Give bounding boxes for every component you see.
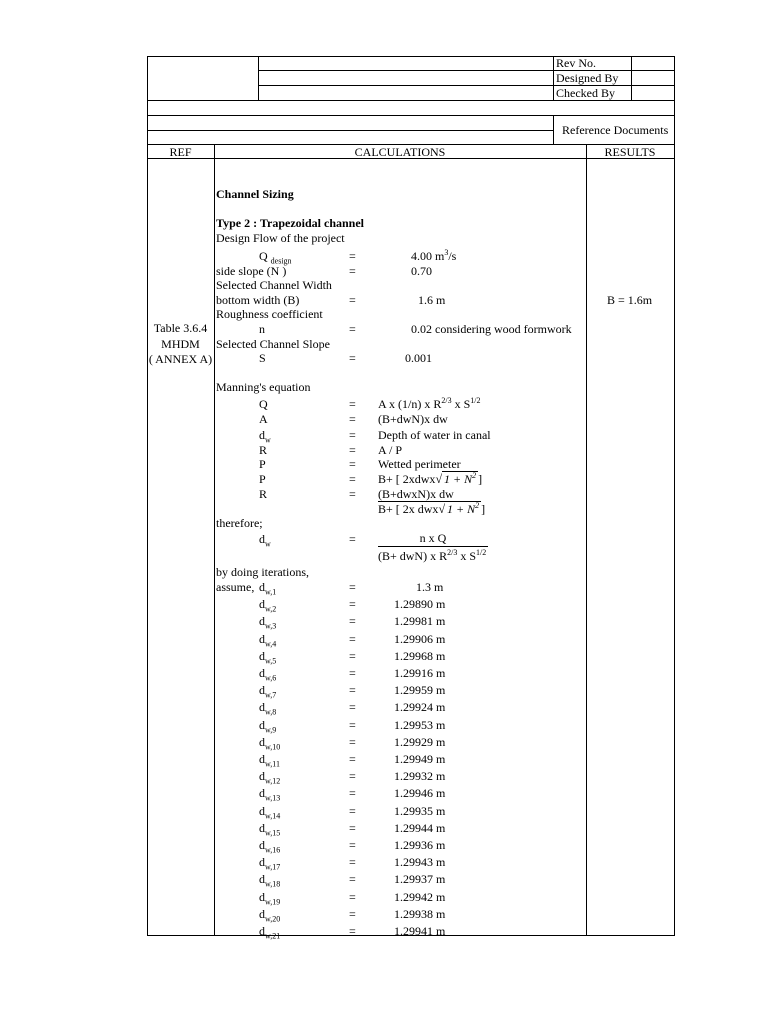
reference-documents-label: Reference Documents — [562, 123, 669, 137]
iteration-value: 1.29941 m — [394, 924, 446, 938]
eq-sign: = — [349, 614, 356, 628]
selected-slope-label: Selected Channel Slope — [216, 337, 330, 351]
n-symbol: n — [259, 322, 265, 336]
s-symbol: S — [259, 351, 266, 365]
iteration-symbol: $d_{w,7}$ — [259, 683, 277, 700]
eq-q-symbol: Q — [259, 397, 268, 411]
eq-sign: = — [349, 487, 356, 501]
iteration-value: 1.29937 m — [394, 872, 446, 886]
ref-mhdm: MHDM — [161, 337, 200, 351]
eq-sign: = — [349, 351, 356, 365]
iteration-symbol: $d_{w,21}$ — [259, 924, 281, 941]
eq-sign: = — [349, 532, 356, 546]
results-column-header: RESULTS — [604, 145, 656, 159]
iteration-symbol: $d_{w,3}$ — [259, 614, 277, 631]
border-right — [674, 56, 675, 936]
iteration-value: 1.29944 m — [394, 821, 446, 835]
ref-annex: ( ANNEX A) — [148, 352, 213, 366]
eq-p2-expression: B+ [ 2xdwx√ $1 + N^2$ ] — [378, 471, 483, 486]
eq-sign: = — [349, 264, 356, 278]
iteration-symbol: $d_{w,16}$ — [259, 838, 281, 855]
iteration-symbol: $d_{w,19}$ — [259, 890, 281, 907]
eq-q-expression: A x (1/n) x $R^{2/3}$ x $S^{1/2}$ — [378, 396, 481, 411]
eq-dw-expression: Depth of water in canal — [378, 428, 491, 442]
eq-sign: = — [349, 786, 356, 800]
iteration-symbol: $d_{w,18}$ — [259, 872, 281, 889]
eq-sign: = — [349, 666, 356, 680]
eq-sign: = — [349, 735, 356, 749]
border-left — [147, 56, 148, 936]
eq-sign: = — [349, 472, 356, 486]
eq-sign: = — [349, 872, 356, 886]
eq-sign: = — [349, 804, 356, 818]
ref-col-divider — [214, 144, 215, 936]
iteration-symbol: $d_{w,10}$ — [259, 735, 281, 752]
eq-sign: = — [349, 924, 356, 938]
ref-table-number: Table 3.6.4 — [153, 321, 208, 335]
eq-sign: = — [349, 838, 356, 852]
header-col-divider-3 — [631, 56, 632, 101]
eq-dw-numerator: n x Q — [419, 531, 447, 545]
q-design-value: 4.00 $m^3/s$ — [411, 248, 457, 263]
iteration-value: 1.29942 m — [394, 890, 446, 904]
iteration-value: 1.29981 m — [394, 614, 446, 628]
section-title: Channel Sizing — [216, 187, 294, 201]
manning-label: Manning's equation — [216, 380, 311, 394]
iteration-symbol: $d_{w,9}$ — [259, 718, 277, 735]
header-row-line-5 — [147, 130, 554, 131]
rev-no-label: Rev No. — [556, 56, 596, 70]
eq-sign: = — [349, 890, 356, 904]
header-col-divider-1 — [258, 56, 259, 101]
eq-a-expression: (B+dwN)x dw — [378, 412, 448, 426]
iteration-symbol: $d_{w,20}$ — [259, 907, 281, 924]
eq-r-symbol: R — [259, 443, 268, 457]
iteration-value: 1.29946 m — [394, 786, 446, 800]
eq-r2-denominator: B+ [ 2x dwx√ $1 + N^2$ ] — [378, 501, 486, 516]
header-row-line-4 — [147, 115, 675, 116]
results-col-divider — [586, 144, 587, 936]
iteration-value: 1.29943 m — [394, 855, 446, 869]
iteration-symbol: $d_{w,4}$ — [259, 632, 277, 649]
iteration-symbol: $d_{w,15}$ — [259, 821, 281, 838]
iteration-value: 1.29916 m — [394, 666, 446, 680]
bottom-width-label: bottom width (B) — [216, 293, 300, 307]
assume-label: assume, — [216, 580, 255, 594]
iteration-symbol: $d_{w,12}$ — [259, 769, 281, 786]
eq-p-expression: Wetted perimeter — [378, 457, 461, 471]
eq-sign: = — [349, 700, 356, 714]
eq-p-symbol: P — [259, 457, 266, 471]
eq-sign: = — [349, 322, 356, 336]
header-row-line-3 — [147, 100, 675, 101]
calculations-column-header: CALCULATIONS — [354, 145, 446, 159]
side-slope-label: side slope (N ) — [216, 264, 287, 278]
eq-r-expression: A / P — [378, 443, 403, 457]
eq-sign: = — [349, 597, 356, 611]
eq-p2-symbol: P — [259, 472, 266, 486]
iteration-value: 1.29959 m — [394, 683, 446, 697]
iteration-value: 1.29929 m — [394, 735, 446, 749]
iteration-value: 1.29924 m — [394, 700, 446, 714]
eq-sign: = — [349, 412, 356, 426]
eq-sign: = — [349, 821, 356, 835]
fraction-bar — [378, 546, 488, 547]
iteration-value: 1.29890 m — [394, 597, 446, 611]
iteration-symbol: $d_{w,17}$ — [259, 855, 281, 872]
q-design-symbol: Q $_{design}$ — [259, 249, 292, 266]
iteration-value: 1.29949 m — [394, 752, 446, 766]
designed-by-label: Designed By — [556, 71, 619, 85]
checked-by-label: Checked By — [556, 86, 615, 100]
iteration-symbol: $d_{w,14}$ — [259, 804, 281, 821]
iterations-label: by doing iterations, — [216, 565, 309, 579]
iteration-symbol: $d_{w,6}$ — [259, 666, 277, 683]
eq-sign: = — [349, 293, 356, 307]
iteration-symbol: $d_{w,5}$ — [259, 649, 277, 666]
iteration-value: 1.29932 m — [394, 769, 446, 783]
eq-sign: = — [349, 718, 356, 732]
eq-sign: = — [349, 649, 356, 663]
design-flow-label: Design Flow of the project — [216, 231, 345, 245]
iteration-value: 1.29936 m — [394, 838, 446, 852]
refdoc-divider — [553, 115, 554, 145]
eq-dw-result-symbol: $d_w$ — [259, 532, 271, 549]
iteration-value: 1.3 m — [416, 580, 444, 594]
eq-sign: = — [349, 769, 356, 783]
iteration-value: 1.29935 m — [394, 804, 446, 818]
iteration-symbol: $d_{w,13}$ — [259, 786, 281, 803]
eq-sign: = — [349, 580, 356, 594]
iteration-symbol: $d_{w,11}$ — [259, 752, 280, 769]
iteration-symbol: $d_{w,2}$ — [259, 597, 277, 614]
section-subtitle: Type 2 : Trapezoidal channel — [216, 216, 365, 230]
iteration-value: 1.29953 m — [394, 718, 446, 732]
eq-r2-symbol: R — [259, 487, 268, 501]
eq-sign: = — [349, 457, 356, 471]
header-col-divider-2 — [553, 56, 554, 101]
eq-sign: = — [349, 683, 356, 697]
bottom-width-value: 1.6 m — [418, 293, 446, 307]
eq-a-symbol: A — [259, 412, 268, 426]
eq-sign: = — [349, 752, 356, 766]
selected-width-label: Selected Channel Width — [216, 278, 332, 292]
side-slope-value: 0.70 — [411, 264, 432, 278]
n-value: 0.02 considering wood formwork — [411, 322, 572, 336]
iteration-value: 1.29968 m — [394, 649, 446, 663]
ref-column-header: REF — [169, 145, 192, 159]
eq-dw-symbol: $d_w$ — [259, 428, 271, 445]
eq-sign: = — [349, 249, 356, 263]
iteration-symbol: $d_{w,1}$ — [259, 580, 277, 597]
iteration-value: 1.29906 m — [394, 632, 446, 646]
eq-sign: = — [349, 397, 356, 411]
roughness-label: Roughness coefficient — [216, 307, 323, 321]
eq-sign: = — [349, 443, 356, 457]
result-bottom-width: B = 1.6m — [607, 293, 653, 307]
eq-sign: = — [349, 632, 356, 646]
eq-sign: = — [349, 855, 356, 869]
eq-r2-numerator: (B+dwxN)x dw — [378, 487, 454, 501]
iteration-value: 1.29938 m — [394, 907, 446, 921]
therefore-label: therefore; — [216, 516, 263, 530]
eq-sign: = — [349, 907, 356, 921]
iteration-symbol: $d_{w,8}$ — [259, 700, 277, 717]
eq-sign: = — [349, 428, 356, 442]
s-value: 0.001 — [405, 351, 432, 365]
eq-dw-denominator: (B+ dwN) x $R^{2/3}$ x $S^{1/2}$ — [378, 548, 487, 563]
